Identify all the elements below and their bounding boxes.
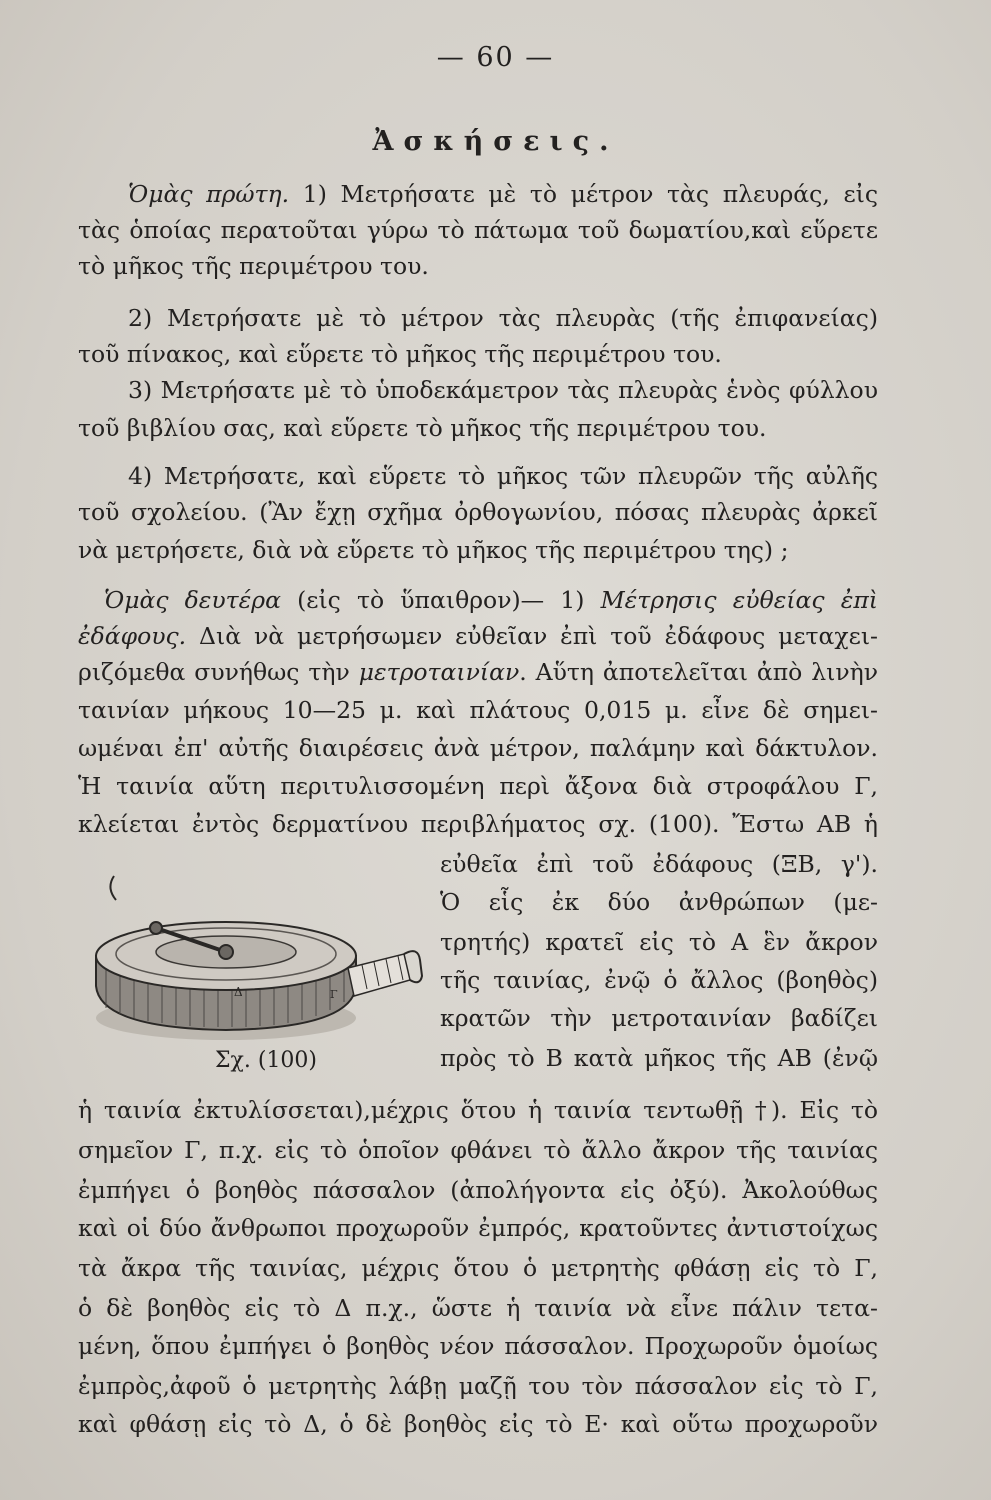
text-line: τὰς ὁποίας περατοῦται γύρω τὸ πάτωμα τοῦ δωματίου,καὶ εὕρετε <box>78 216 878 244</box>
text-line: ταινίαν μήκους 10—25 μ. καὶ πλάτους 0,015 μ. εἶνε δὲ σημει- <box>78 696 878 724</box>
text-line: Ὁμὰς δευτέρα (εἰς τὸ ὕπαιθρον)— 1) Μέτρησις εὐθείας ἐπὶ <box>104 586 878 614</box>
text-line: Ὁμὰς πρώτη. 1) Μετρήσατε μὲ τὸ μέτρον τὰς πλευράς, εἰς <box>128 180 878 208</box>
figure-caption: Σχ. (100) <box>214 1048 318 1073</box>
text-line: 2) Μετρήσατε μὲ τὸ μέτρον τὰς πλευρὰς (τῆς ἐπιφανείας) <box>128 304 878 332</box>
text-line: τὸ μῆκος τῆς περιμέτρου του. <box>78 252 429 280</box>
text-line: ἐδάφους. Διὰ νὰ μετρήσωμεν εὐθεῖαν ἐπὶ τοῦ ἐδάφους μεταχει- <box>78 622 878 650</box>
text-line: ἡ ταινία ἐκτυλίσσεται),μέχρις ὅτου ἡ ταινία τεντωθῇ †). Εἰς τὸ <box>78 1096 878 1124</box>
text-line: 4) Μετρήσατε, καὶ εὕρετε τὸ μῆκος τῶν πλευρῶν τῆς αὐλῆς <box>128 462 878 490</box>
svg-text:Δ: Δ <box>234 985 243 999</box>
text-line: τοῦ πίνακος, καὶ εὕρετε τὸ μῆκος τῆς περιμέτρου του. <box>78 340 722 368</box>
text-line: ὁ δὲ βοηθὸς εἰς τὸ Δ π.χ., ὥστε ἡ ταινία νὰ εἶνε πάλιν τετα- <box>78 1294 878 1322</box>
text-line: ριζόμεθα συνήθως τὴν μετροταινίαν. Αὕτη ἀποτελεῖται ἀπὸ λινὴν <box>78 658 878 686</box>
text-line: σημεῖον Γ, π.χ. εἰς τὸ ὁποῖον φθάνει τὸ ἄλλο ἄκρον τῆς ταινίας <box>78 1136 878 1164</box>
text-line: κλείεται ἐντὸς δερματίνου περιβλήματος σχ. (100). Ἔστω ΑΒ ἡ <box>78 810 878 838</box>
text-line: εὐθεῖα ἐπὶ τοῦ ἐδάφους (ΞΒ, γ'). <box>440 850 878 878</box>
text-line: ἐμπήγει ὁ βοηθὸς πάσσαλον (ἀπολήγοντα εἰς ὀξύ). Ἀκολούθως <box>78 1176 878 1204</box>
svg-text:Γ: Γ <box>330 988 338 1001</box>
measuring-tape-icon <box>86 868 426 1048</box>
text-line: νὰ μετρήσετε, διὰ νὰ εὕρετε τὸ μῆκος τῆς περιμέτρου της) ; <box>78 536 789 564</box>
text-line: Ὁ εἷς ἐκ δύο ἀνθρώπων (με- <box>440 888 878 916</box>
text-line: τρητής) κρατεῖ εἰς τὸ Α ἓν ἄκρον <box>440 928 878 956</box>
text-line: ωμέναι ἐπ' αὐτῆς διαιρέσεις ἀνὰ μέτρον, παλάμην καὶ δάκτυλον. <box>78 734 878 762</box>
text-line: ἐμπρὸς,ἀφοῦ ὁ μετρητὴς λάβῃ μαζῇ του τὸν πάσσαλον εἰς τὸ Γ, <box>78 1372 878 1400</box>
text-line: τοῦ σχολείου. (Ἂν ἔχῃ σχῆμα ὀρθογωνίου, πόσας πλευρὰς ἀρκεῖ <box>78 498 878 526</box>
text-line: κρατῶν τὴν μετροταινίαν βαδίζει <box>440 1004 878 1032</box>
text-line: μένη, ὅπου ἐμπήγει ὁ βοηθὸς νέον πάσσαλον. Προχωροῦν ὁμοίως <box>78 1332 878 1360</box>
text-line: τοῦ βιβλίου σας, καὶ εὕρετε τὸ μῆκος τῆς περιμέτρου του. <box>78 414 767 442</box>
term-emphasis: μετροταινίαν <box>358 658 520 686</box>
group-label: Ὁμὰς πρώτη. <box>128 180 290 208</box>
group-label: Ὁμὰς δευτέρα <box>104 586 281 614</box>
text-line: τῆς ταινίας, ἐνῷ ὁ ἄλλος (βοηθὸς) <box>440 966 878 994</box>
text-line: πρὸς τὸ Β κατὰ μῆκος τῆς ΑΒ (ἐνῷ <box>440 1044 878 1072</box>
text-line: καὶ φθάσῃ εἰς τὸ Δ, ὁ δὲ βοηθὸς εἰς τὸ Ε· καὶ οὕτω προχωροῦν <box>78 1410 878 1438</box>
page-number: — 60 — <box>436 42 555 73</box>
text-line: Ἡ ταινία αὕτη περιτυλισσομένη περὶ ἄξονα διὰ στροφάλου Γ, <box>78 772 878 800</box>
section-heading: Ἀσκήσεις. <box>372 126 619 157</box>
text-line: καὶ οἱ δύο ἄνθρωποι προχωροῦν ἐμπρός, κρατοῦντες ἀντιστοίχως <box>78 1214 878 1242</box>
text-line: 3) Μετρήσατε μὲ τὸ ὑποδεκάμετρον τὰς πλευρὰς ἑνὸς φύλλου <box>128 376 878 404</box>
text-line: τὰ ἄκρα τῆς ταινίας, μέχρις ὅτου ὁ μετρητὴς φθάσῃ εἰς τὸ Γ, <box>78 1254 878 1282</box>
